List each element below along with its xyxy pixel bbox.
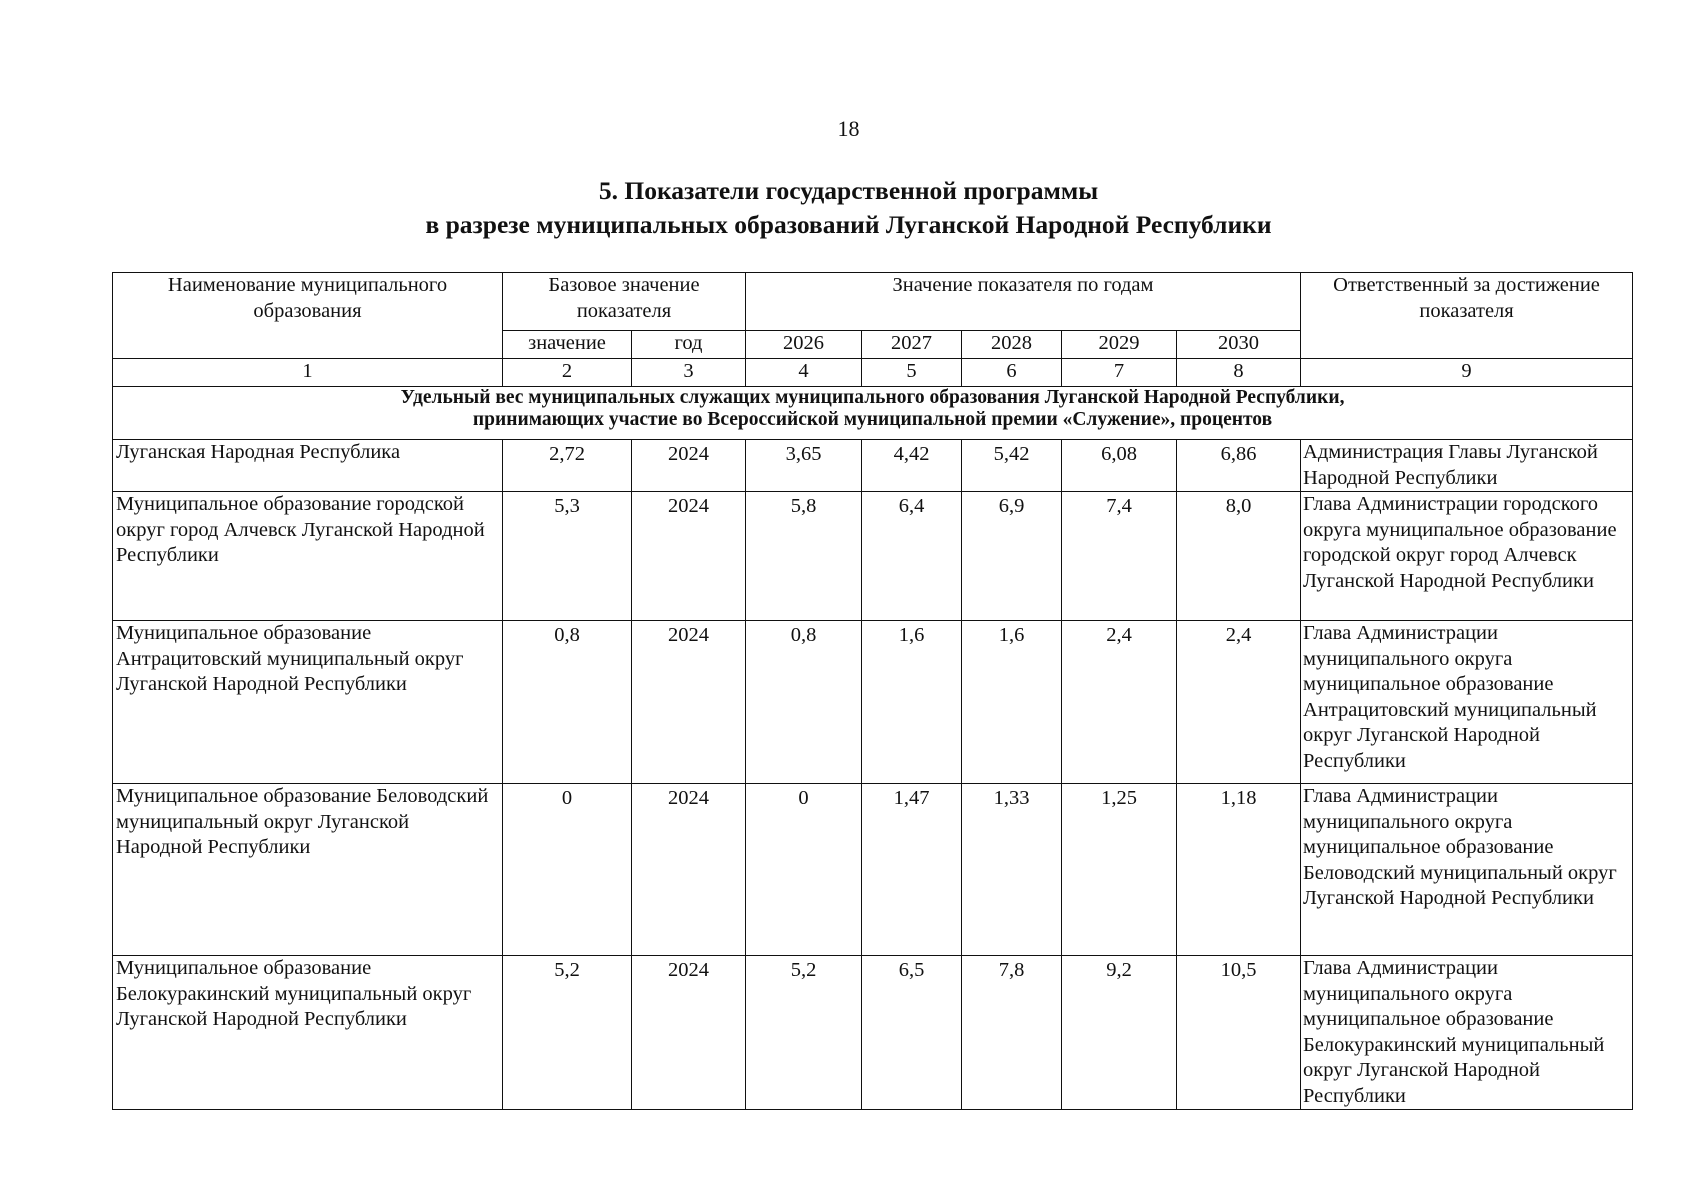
column-number: 8 [1177, 359, 1301, 387]
column-number: 2 [503, 359, 632, 387]
row-value-2028: 6,9 [962, 492, 1062, 621]
row-value-2027: 1,6 [862, 621, 962, 784]
column-number: 6 [962, 359, 1062, 387]
table-row [113, 492, 1633, 621]
row-base-value: 5,3 [503, 492, 632, 621]
row-name: Муниципальное образование Белокуракинский муниципальный округ Луганской Народной Республики [113, 956, 503, 1110]
row-value-2026: 0,8 [746, 621, 862, 784]
row-responsible: Глава Администрации муниципального округа муниципальное образование Антрацитовский муниципальный округ Луганской Народной Республики [1301, 621, 1633, 784]
header-year-2030: 2030 [1177, 331, 1301, 359]
row-value-2029: 1,25 [1062, 784, 1177, 956]
header-base-value: значение [503, 331, 632, 359]
header-name: Наименование муниципального образования [113, 273, 503, 359]
row-base-year: 2024 [632, 492, 746, 621]
indicators-table [112, 272, 1633, 1110]
table-row [113, 440, 1633, 492]
row-value-2027: 6,5 [862, 956, 962, 1110]
row-base-year: 2024 [632, 784, 746, 956]
row-value-2027: 1,47 [862, 784, 962, 956]
row-base-year: 2024 [632, 956, 746, 1110]
row-value-2026: 3,65 [746, 440, 862, 492]
column-number: 3 [632, 359, 746, 387]
row-name: Луганская Народная Республика [113, 440, 503, 492]
row-value-2027: 6,4 [862, 492, 962, 621]
section-title-row [113, 387, 1633, 440]
row-value-2026: 0 [746, 784, 862, 956]
row-value-2026: 5,2 [746, 956, 862, 1110]
header-row-1 [113, 273, 1633, 331]
row-base-value: 0,8 [503, 621, 632, 784]
header-base: Базовое значение показателя [503, 273, 746, 331]
header-base-year: год [632, 331, 746, 359]
row-responsible: Глава Администрации муниципального округа муниципальное образование Беловодский муниципальный округ Луганской Народной Республики [1301, 784, 1633, 956]
row-base-year: 2024 [632, 440, 746, 492]
row-value-2030: 1,18 [1177, 784, 1301, 956]
section-title-line-1: Удельный вес муниципальных служащих муниципального образования Луганской Народной Республики, [400, 387, 1345, 408]
row-value-2029: 2,4 [1062, 621, 1177, 784]
row-responsible: Администрация Главы Луганской Народной Республики [1301, 440, 1633, 492]
row-value-2030: 6,86 [1177, 440, 1301, 492]
row-value-2026: 5,8 [746, 492, 862, 621]
row-base-year: 2024 [632, 621, 746, 784]
page-title-line-2: в разрезе муниципальных образований Луганской Народной Республики [425, 210, 1272, 239]
row-value-2029: 6,08 [1062, 440, 1177, 492]
row-name: Муниципальное образование Беловодский муниципальный округ Луганской Народной Республики [113, 784, 503, 956]
header-year-2027: 2027 [862, 331, 962, 359]
row-name: Муниципальное образование городской округ город Алчевск Луганской Народной Республики [113, 492, 503, 621]
section-title-line-2: принимающих участие во Всероссийской муниципальной премии «Служение», процентов [472, 409, 1273, 430]
column-number: 1 [113, 359, 503, 387]
row-value-2028: 1,33 [962, 784, 1062, 956]
column-number-row [113, 359, 1633, 387]
header-year-2026: 2026 [746, 331, 862, 359]
row-value-2028: 5,42 [962, 440, 1062, 492]
page-title [0, 174, 1697, 242]
section-title [113, 387, 1633, 440]
column-number: 9 [1301, 359, 1633, 387]
table-row [113, 956, 1633, 1110]
row-value-2030: 8,0 [1177, 492, 1301, 621]
row-value-2030: 10,5 [1177, 956, 1301, 1110]
row-responsible: Глава Администрации муниципального округа муниципальное образование Белокуракинский муниципальный округ Луганской Народной Республики [1301, 956, 1633, 1110]
row-base-value: 2,72 [503, 440, 632, 492]
page-number: 18 [837, 116, 860, 141]
row-value-2029: 7,4 [1062, 492, 1177, 621]
row-name: Муниципальное образование Антрацитовский муниципальный округ Луганской Народной Республики [113, 621, 503, 784]
row-value-2030: 2,4 [1177, 621, 1301, 784]
page-title-line-1: 5. Показатели государственной программы [598, 176, 1099, 205]
header-year-2028: 2028 [962, 331, 1062, 359]
column-number: 5 [862, 359, 962, 387]
row-value-2029: 9,2 [1062, 956, 1177, 1110]
table-row [113, 784, 1633, 956]
header-year-2029: 2029 [1062, 331, 1177, 359]
row-base-value: 0 [503, 784, 632, 956]
header-by-years: Значение показателя по годам [746, 273, 1301, 331]
table-row [113, 621, 1633, 784]
row-base-value: 5,2 [503, 956, 632, 1110]
row-value-2028: 7,8 [962, 956, 1062, 1110]
column-number: 7 [1062, 359, 1177, 387]
row-value-2028: 1,6 [962, 621, 1062, 784]
column-number: 4 [746, 359, 862, 387]
header-responsible: Ответственный за достижение показателя [1301, 273, 1633, 359]
row-responsible: Глава Администрации городского округа муниципальное образование городской округ город Алчевск Луганской Народной Республики [1301, 492, 1633, 621]
row-value-2027: 4,42 [862, 440, 962, 492]
